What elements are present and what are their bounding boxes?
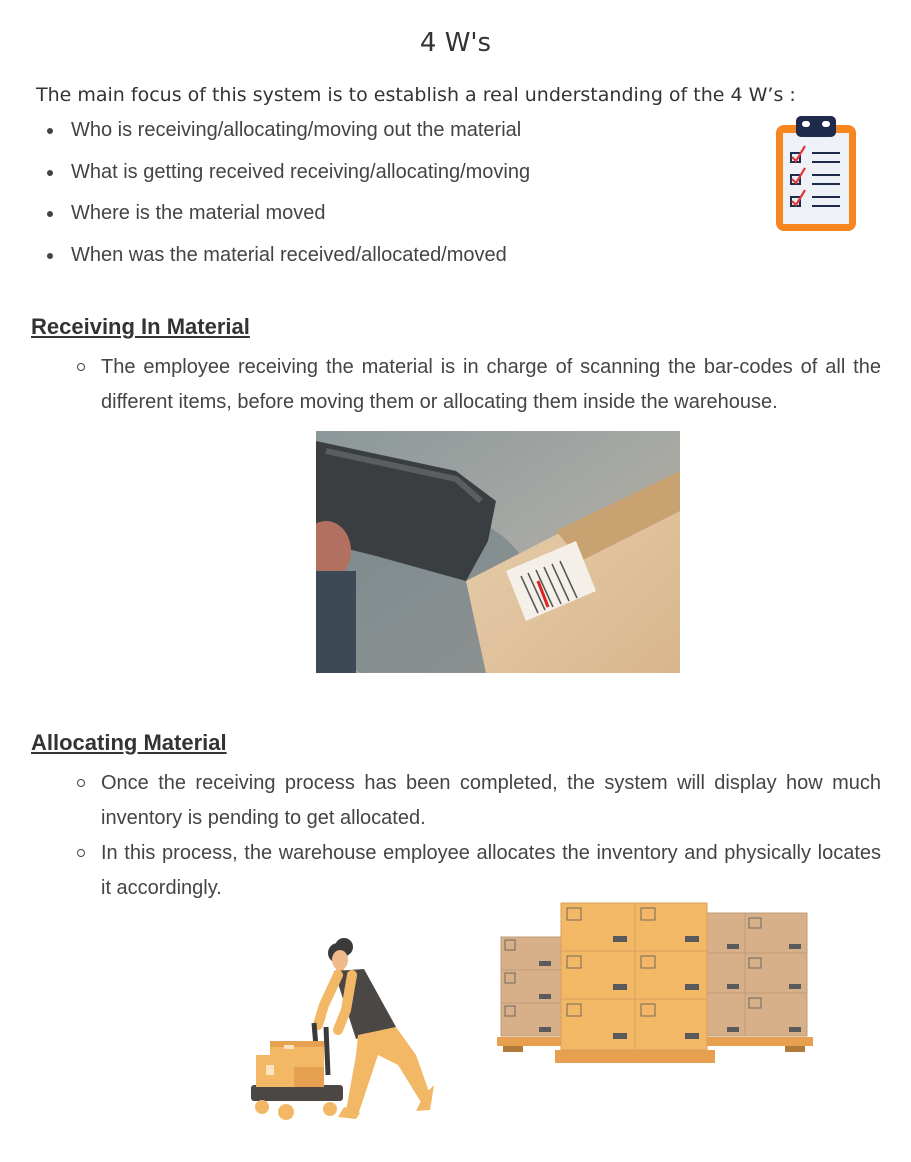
receiving-list — [101, 350, 881, 420]
list-item: The employee receiving the material is in charge of scanning the bar-codes of all the different items, before moving them or allocating them inside the warehouse. — [101, 350, 881, 420]
four-ws-list — [71, 118, 530, 284]
allocating-list — [101, 766, 881, 906]
clipboard-checklist-icon — [772, 115, 860, 235]
list-item: Who is receiving/allocating/moving out the material — [71, 118, 530, 160]
list-item: What is getting received receiving/allocating/moving — [71, 160, 530, 202]
receiving-heading: Receiving In Material — [31, 314, 250, 339]
list-item: When was the material received/allocated/moved — [71, 243, 530, 285]
barcode-scanner-photo — [316, 431, 680, 673]
list-item: Once the receiving process has been completed, the system will display how much inventory is pending to get allocated. — [101, 766, 881, 836]
intro-text: The main focus of this system is to establish a real understanding of the 4 W’s : — [36, 84, 796, 106]
worker-pushing-cart-illustration — [248, 935, 438, 1130]
stacked-boxes-pallets-illustration — [495, 900, 815, 1065]
list-item: In this process, the warehouse employee allocates the inventory and physically locates it accordingly. — [101, 836, 881, 906]
page-title: 4 W's — [419, 28, 492, 58]
list-item: Where is the material moved — [71, 201, 530, 243]
allocating-heading: Allocating Material — [31, 730, 227, 755]
